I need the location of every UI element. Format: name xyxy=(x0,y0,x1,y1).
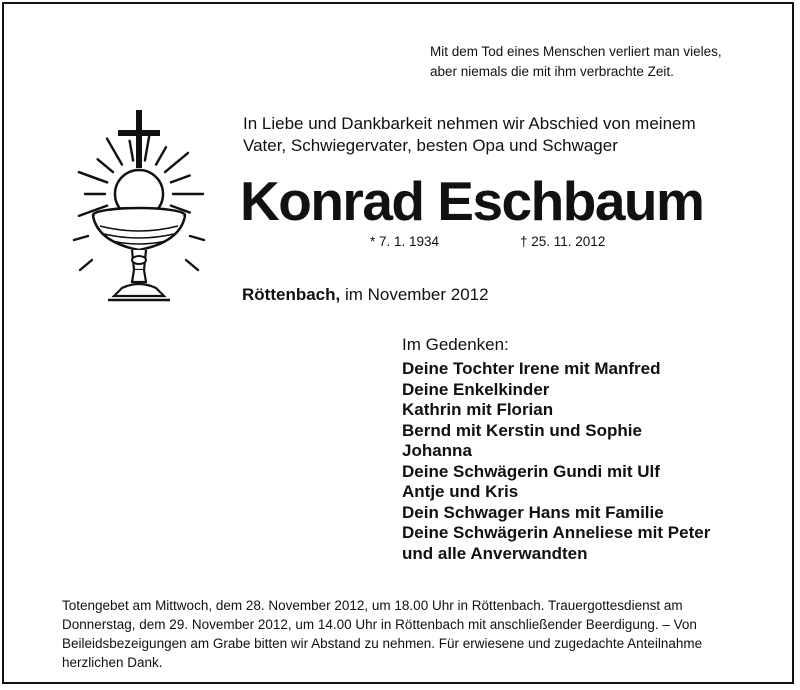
ray-line xyxy=(79,172,107,182)
mourner-item: Deine Schwägerin Anneliese mit Peter xyxy=(402,523,711,542)
intro-line: Vater, Schwiegervater, besten Opa und Schwager xyxy=(243,136,618,155)
ray-line xyxy=(130,141,134,161)
ray-line xyxy=(107,139,122,165)
mourner-item: Antje und Kris xyxy=(402,482,519,501)
memorial-heading: Im Gedenken: xyxy=(402,335,509,354)
obituary-frame xyxy=(2,2,794,684)
ray-line xyxy=(165,153,188,172)
ray-line xyxy=(186,260,198,270)
ray-line xyxy=(190,236,204,240)
quote-line: aber niemals die mit ihm verbrachte Zeit. xyxy=(430,64,674,79)
death-date: † 25. 11. 2012 xyxy=(520,234,606,249)
place-town: Röttenbach, xyxy=(242,285,341,304)
mourner-item: Deine Tochter Irene mit Manfred xyxy=(402,359,661,378)
mourners-list xyxy=(402,359,710,564)
place-date: im November 2012 xyxy=(340,285,489,304)
deceased-name: Konrad Eschbaum xyxy=(240,170,704,232)
place-and-date xyxy=(242,284,489,306)
mourner-item: Kathrin mit Florian xyxy=(402,400,554,419)
quote-line: Mit dem Tod eines Menschen verliert man vieles, xyxy=(430,44,722,59)
mourner-item: Bernd mit Kerstin und Sophie xyxy=(402,420,642,440)
mourner-item: und alle Anverwandten xyxy=(402,543,588,563)
funeral-notice-line: Donnerstag, dem 29. November 2012, um 14.00 Uhr in Röttenbach mit anschließender Beerdigung. – Von xyxy=(62,617,697,632)
mourner-item: Johanna xyxy=(402,441,472,460)
mourner-item: Deine Enkelkinder xyxy=(402,379,550,399)
funeral-notice xyxy=(62,596,782,672)
memorial-quote xyxy=(430,42,770,82)
funeral-notice-line: Beileidsbezeigungen am Grabe bitten wir Abstand zu nehmen. Für erwiesene und zugedachte Anteilnahme xyxy=(62,636,703,651)
birth-date: * 7. 1. 1934 xyxy=(370,234,440,249)
intro-text xyxy=(243,113,783,157)
funeral-notice-line: Totengebet am Mittwoch, dem 28. November 2012, um 18.00 Uhr in Röttenbach. Trauergottesdienst am xyxy=(62,598,683,613)
chalice-with-host-and-cross-icon xyxy=(62,110,222,310)
funeral-notice-line: herzlichen Dank. xyxy=(62,655,163,670)
ray-line xyxy=(156,147,166,164)
ray-line xyxy=(74,236,88,240)
ray-line xyxy=(80,260,92,270)
mourner-item: Deine Schwägerin Gundi mit Ulf xyxy=(402,461,660,481)
intro-line: In Liebe und Dankbarkeit nehmen wir Abschied von meinem xyxy=(243,114,696,133)
mourner-item: Dein Schwager Hans mit Familie xyxy=(402,502,664,522)
ray-line xyxy=(171,176,190,183)
ray-line xyxy=(98,159,113,172)
